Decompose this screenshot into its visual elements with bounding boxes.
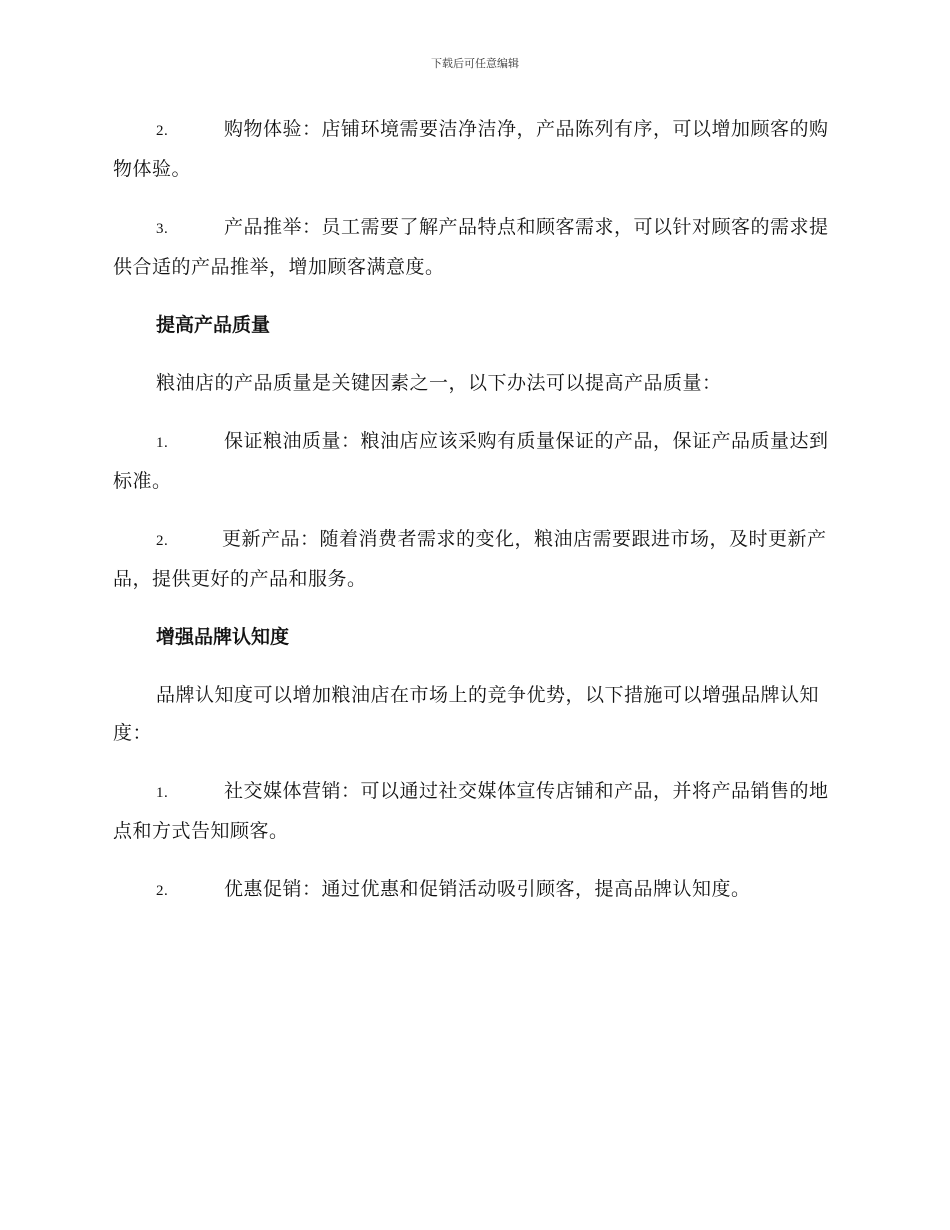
list-number: 1.: [156, 435, 169, 451]
section-intro-brand: 品牌认知度可以增加粮油店在市场上的竞争优势，以下措施可以增强品牌认知度：: [113, 684, 820, 744]
list-item-text: 产品推举：员工需要了解产品特点和顾客需求，可以针对顾客的需求提供合适的产品推举，增加顾客满意度。: [113, 216, 829, 278]
list-number: 2.: [156, 533, 169, 549]
list-item: [113, 422, 835, 500]
list-item-text: 社交媒体营销：可以通过社交媒体宣传店铺和产品，并将产品销售的地点和方式告知顾客。: [113, 780, 829, 842]
list-number: 2.: [156, 123, 169, 139]
list-item: [113, 520, 835, 598]
list-item-text: 优惠促销：通过优惠和促销活动吸引顾客，提高品牌认知度。: [224, 878, 751, 900]
list-item: [113, 110, 835, 188]
list-item: [113, 208, 835, 286]
list-item-text: 购物体验：店铺环境需要洁净洁净，产品陈列有序，可以增加顾客的购物体验。: [113, 118, 829, 180]
list-item-text: 更新产品：随着消费者需求的变化，粮油店需要跟进市场，及时更新产品，提供更好的产品和服务。: [113, 528, 827, 590]
list-number: 3.: [156, 221, 169, 237]
section-heading-brand: 增强品牌认知度: [156, 626, 290, 648]
list-item: [113, 870, 835, 910]
section-intro-quality: 粮油店的产品质量是关键因素之一，以下办法可以提高产品质量：: [156, 372, 722, 394]
section-heading-quality: 提高产品质量: [156, 314, 271, 336]
list-number: 1.: [156, 785, 169, 801]
document-body: [113, 110, 835, 930]
list-item: [113, 772, 835, 850]
list-item-text: 保证粮油质量：粮油店应该采购有质量保证的产品，保证产品质量达到标准。: [113, 430, 829, 492]
header-note: 下载后可任意编辑: [431, 57, 519, 70]
list-number: 2.: [156, 883, 169, 899]
